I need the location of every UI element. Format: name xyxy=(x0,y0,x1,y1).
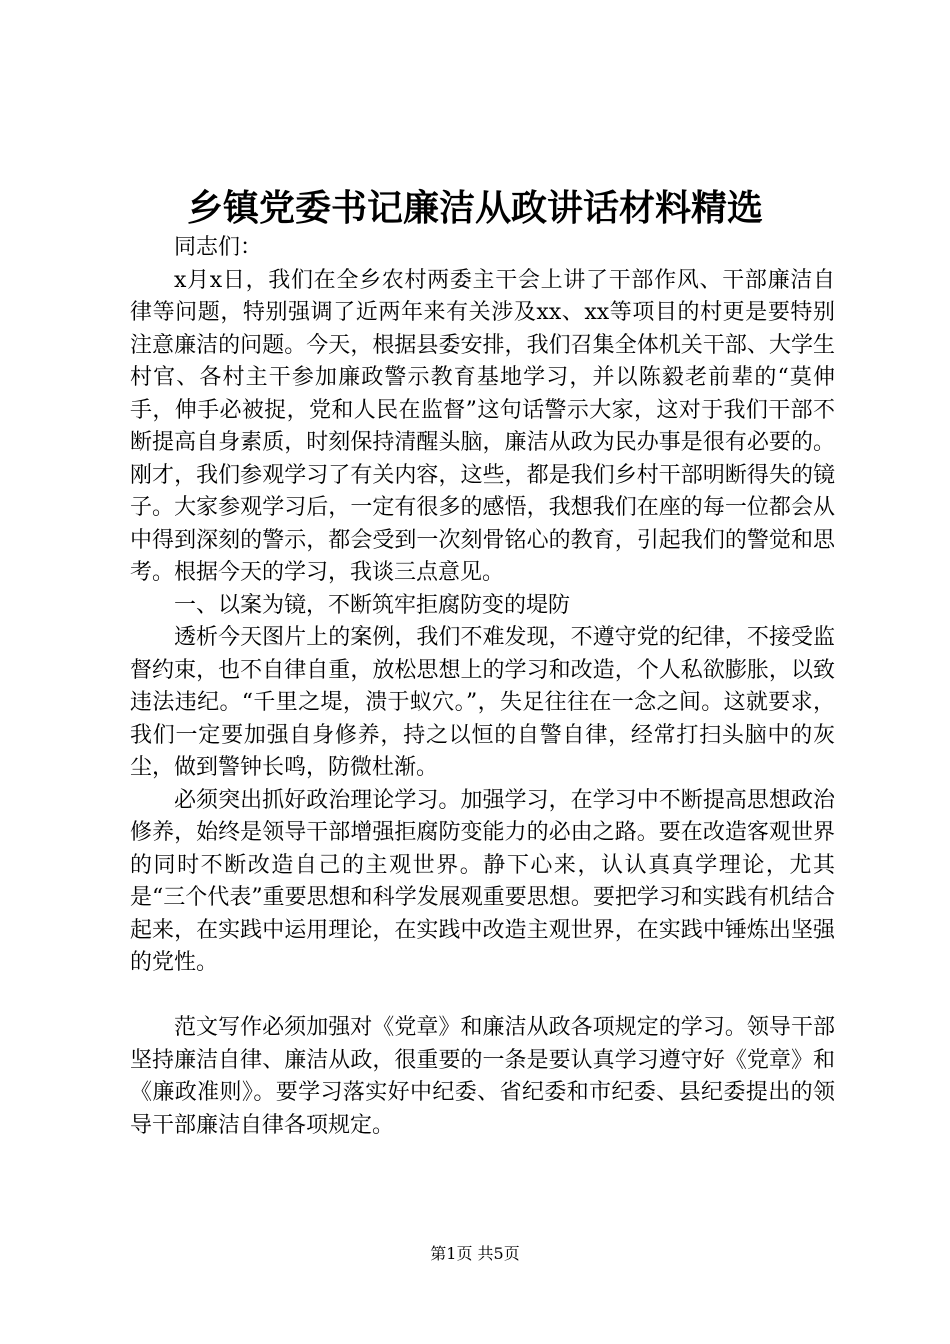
section-heading-1: 一、以案为镜，不断筑牢拒腐防变的堤防 xyxy=(174,592,571,618)
paragraph-intro: x月x日，我们在全乡农村两委主干会上讲了干部作风、干部廉洁自律等问题，特别强调了近两年来有关涉及xx、xx等项目的村更是要特别注意廉洁的问题。今天，根据县委安排，我们召集全体机关干部、大学生村官、各村主干参加廉政警示教育基地学习，并以陈毅老前辈的“莫伸手，伸手必被捉，党和人民在监督”这句话警示大家，这对于我们干部不断提高自身素质，时刻保持清醒头脑，廉洁从政为民办事是很有必要的。刚才，我们参观学习了有关内容，这些，都是我们乡村干部明断得失的镜子。大家参观学习后，一定有很多的感悟，我想我们在座的每一位都会从中得到深刻的警示，都会受到一次刻骨铭心的教育，引起我们的警觉和思考。根据今天的学习，我谈三点意见。 xyxy=(130,267,835,585)
document-body xyxy=(130,232,835,1142)
document-title: 乡镇党委书记廉洁从政讲话材料精选 xyxy=(186,187,763,229)
page-footer: 第1页 共5页 xyxy=(430,1244,520,1263)
salutation: 同志们： xyxy=(174,235,263,260)
paragraph-party-charter: 范文写作必须加强对《党章》和廉洁从政各项规定的学习。领导干部坚持廉洁自律、廉洁从政，很重要的一条是要认真学习遵守好《党章》和《廉政准则》。要学习落实好中纪委、省纪委和市纪委、县纪委提出的领导干部廉洁自律各项规定。 xyxy=(130,1015,835,1138)
paragraph-gap xyxy=(130,980,835,1013)
paragraph-cases: 透析今天图片上的案例，我们不难发现，不遵守党的纪律，不接受监督约束，也不自律自重，放松思想上的学习和改造，个人私欲膨胀，以致违法违纪。“千里之堤，溃于蚁穴。”，失足往往在一念之间。这就要求，我们一定要加强自身修养，持之以恒的自警自律，经常打扫头脑中的灰尘，做到警钟长鸣，防微杜渐。 xyxy=(130,625,835,780)
paragraph-theory-study: 必须突出抓好政治理论学习。加强学习，在学习中不断提高思想政治修养，始终是领导干部增强拒腐防变能力的必由之路。要在改造客观世界的同时不断改造自己的主观世界。静下心来，认认真真学理论，尤其是“三个代表”重要思想和科学发展观重要思想。要把学习和实践有机结合起来，在实践中运用理论，在实践中改造主观世界，在实践中锤炼出坚强的党性。 xyxy=(130,787,835,975)
